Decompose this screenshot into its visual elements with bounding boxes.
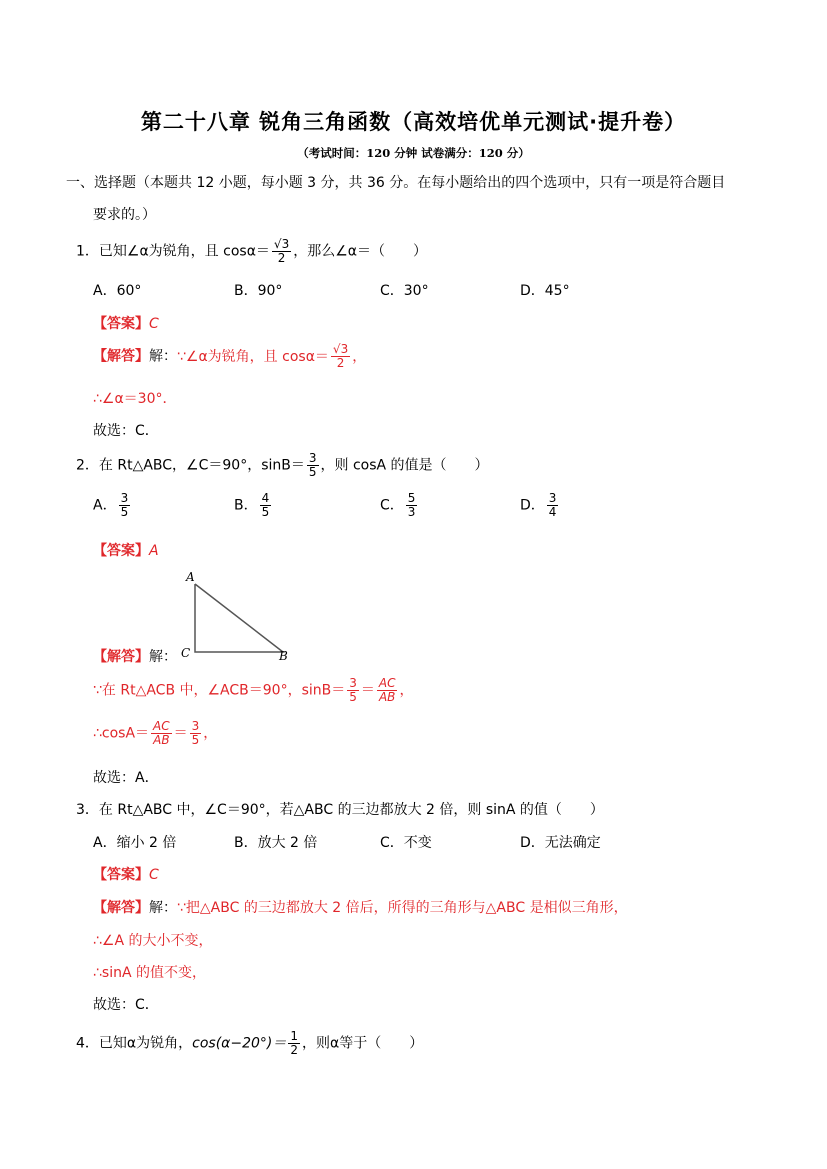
q1-solution-step2: ∴∠α＝30°． [93,391,177,407]
q1-solution: 【解答】解：∵∠α为锐角，且 cosα＝ $\frac{√3}{2}$ ， [93,342,367,370]
q1-option-d: D．45° [520,283,570,299]
vertex-c-label: C [181,646,191,660]
exam-info: （考试时间：120 分钟 试卷满分：120 分） [297,146,530,160]
question-1-stem: 1．已知∠α为锐角，且 cosα＝ $\frac{√3}{2}$ ，那么∠α＝（ ） [76,237,427,265]
q2-option-d: D． $\frac{3}{4}$ [520,491,557,519]
q2-option-a: A． $\frac{3}{5}$ [93,491,129,519]
page-title: 第二十八章 锐角三角函数（高效培优单元测试·提升卷） [140,110,687,134]
q3-option-d: D．无法确定 [520,835,601,851]
section-heading-cont: 要求的。） [93,207,156,223]
q1-choose: 故选：C． [93,423,159,439]
q3-solution: 【解答】解：∵把△ABC 的三边都放大 2 倍后，所得的三角形与△ABC 是相似三角形， [93,900,628,916]
q2-solution-step2: ∴cosA＝ $\frac{AC}{AB}$ ＝ $\frac{3}{5}$ ， [93,719,218,747]
vertex-a-label: A [186,570,195,584]
question-4-stem: 4．已知α为锐角，cos(α−20°)＝ $\frac{1}{2}$ ，则α等于（ ） [76,1029,424,1057]
q3-answer: 【答案】C [93,867,159,883]
triangle-outline [195,584,283,652]
q3-option-b: B．放大 2 倍 [234,835,318,851]
section-heading: 一、选择题（本题共 12 小题，每小题 3 分，共 36 分。在每小题给出的四个选项中，只有一项是符合题目 [66,175,726,191]
q2-answer: 【答案】A [93,543,159,559]
q2-solution: 【解答】解： [93,649,177,665]
q1-option-a: A．60° [93,283,142,299]
vertex-b-label: B [279,649,288,663]
q2-option-c: C． $\frac{5}{3}$ [380,491,416,519]
q2-choose: 故选：A． [93,770,159,786]
question-2-stem: 2．在 Rt△ABC，∠C＝90°，sinB＝ $\frac{3}{5}$ ，则 cosA 的值是（ ） [76,451,489,479]
q3-choose: 故选：C． [93,997,159,1013]
q1-option-b: B．90° [234,283,283,299]
q2-solution-step1: ∵在 Rt△ACB 中，∠ACB＝90°，sinB＝ $\frac{3}{5}$ ＝ $\frac{AC}{AB}$ ， [93,676,414,704]
triangle-figure [175,568,295,664]
q3-option-c: C．不变 [380,835,432,851]
q3-solution-step3: ∴sinA 的值不变， [93,965,206,981]
q3-option-a: A．缩小 2 倍 [93,835,177,851]
question-3-stem: 3．在 Rt△ABC 中，∠C＝90°，若△ABC 的三边都放大 2 倍，则 sinA 的值（ ） [76,802,604,818]
q1-option-c: C．30° [380,283,429,299]
q2-option-b: B． $\frac{4}{5}$ [234,491,270,519]
q3-solution-step2: ∴∠A 的大小不变， [93,933,213,949]
q1-answer: 【答案】C [93,316,159,332]
